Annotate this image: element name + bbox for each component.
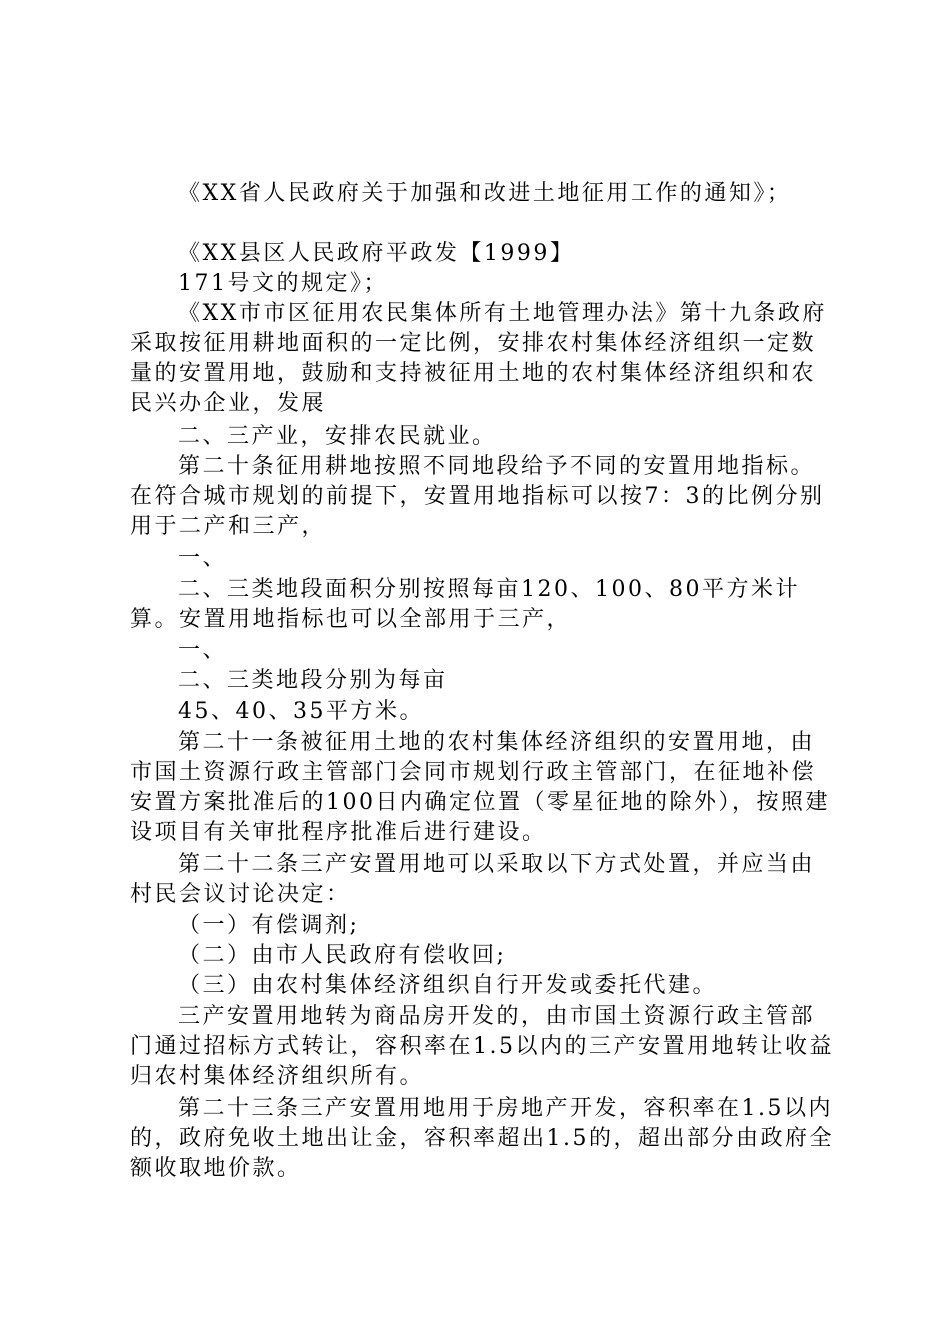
paragraph-article-22: 第二十二条三产安置用地可以采取以下方式处置，并应当由村民会议讨论决定： [130, 852, 816, 907]
paragraph-commercial-housing: 三产安置用地转为商品房开发的，由市国土资源行政主管部门通过招标方式转让，容积率在1.5以内的三产安置用地转让收益归农村集体经济组织所有。 [130, 1004, 834, 1089]
paragraph-county-document: 《XX县区人民政府平政发【1999】 [178, 241, 575, 266]
paragraph-article-23: 第二十三条三产安置用地用于房地产开发，容积率在1.5以内的，政府免收土地出让金，容积率超出1.5的，超出部分由政府全额收取地价款。 [130, 1096, 834, 1181]
paragraph-per-mu: 二、三类地段分别为每亩 [178, 668, 448, 693]
paragraph-area-standards: 二、三类地段面积分别按照每亩120、100、80平方米计算。安置用地指标也可以全部用于三产， [130, 577, 800, 632]
paragraph-document-number: 171号文的规定》； [178, 271, 388, 296]
paragraph-industries: 二、三产业，安排农民就业。 [178, 424, 497, 449]
paragraph-square-meters: 45、40、35平方米。 [178, 699, 424, 724]
paragraph-article-19: 《XX市市区征用农民集体所有土地管理办法》第十九条政府采取按征用耕地面积的一定比例，安排农村集体经济组织一定数量的安置用地，鼓励和支持被征用土地的农村集体经济组织和农民兴办企业，发展 [130, 301, 827, 416]
paragraph-option-3: （三）由农村集体经济组织自行开发或委托代建。 [178, 973, 718, 998]
paragraph-provincial-notice: 《XX省人民政府关于加强和改进土地征用工作的通知》； [178, 181, 792, 206]
paragraph-option-1: （一）有偿调剂; [178, 913, 360, 938]
paragraph-article-20: 第二十条征用耕地按照不同地段给予不同的安置用地指标。在符合城市规划的前提下，安置用地指标可以按7：3的比例分别用于二产和三产， [130, 454, 825, 539]
paragraph-option-2: （二）由市人民政府有偿收回; [178, 943, 507, 968]
paragraph-list-one-b: 一、 [178, 638, 228, 663]
paragraph-list-one-a: 一、 [178, 546, 228, 571]
paragraph-article-21: 第二十一条被征用土地的农村集体经济组织的安置用地，由市国土资源行政主管部门会同市规划行政主管部门，在征地补偿安置方案批准后的100日内确定位置（零星征地的除外），按照建设项目有关审批程序批准后进行建设。 [130, 730, 830, 845]
